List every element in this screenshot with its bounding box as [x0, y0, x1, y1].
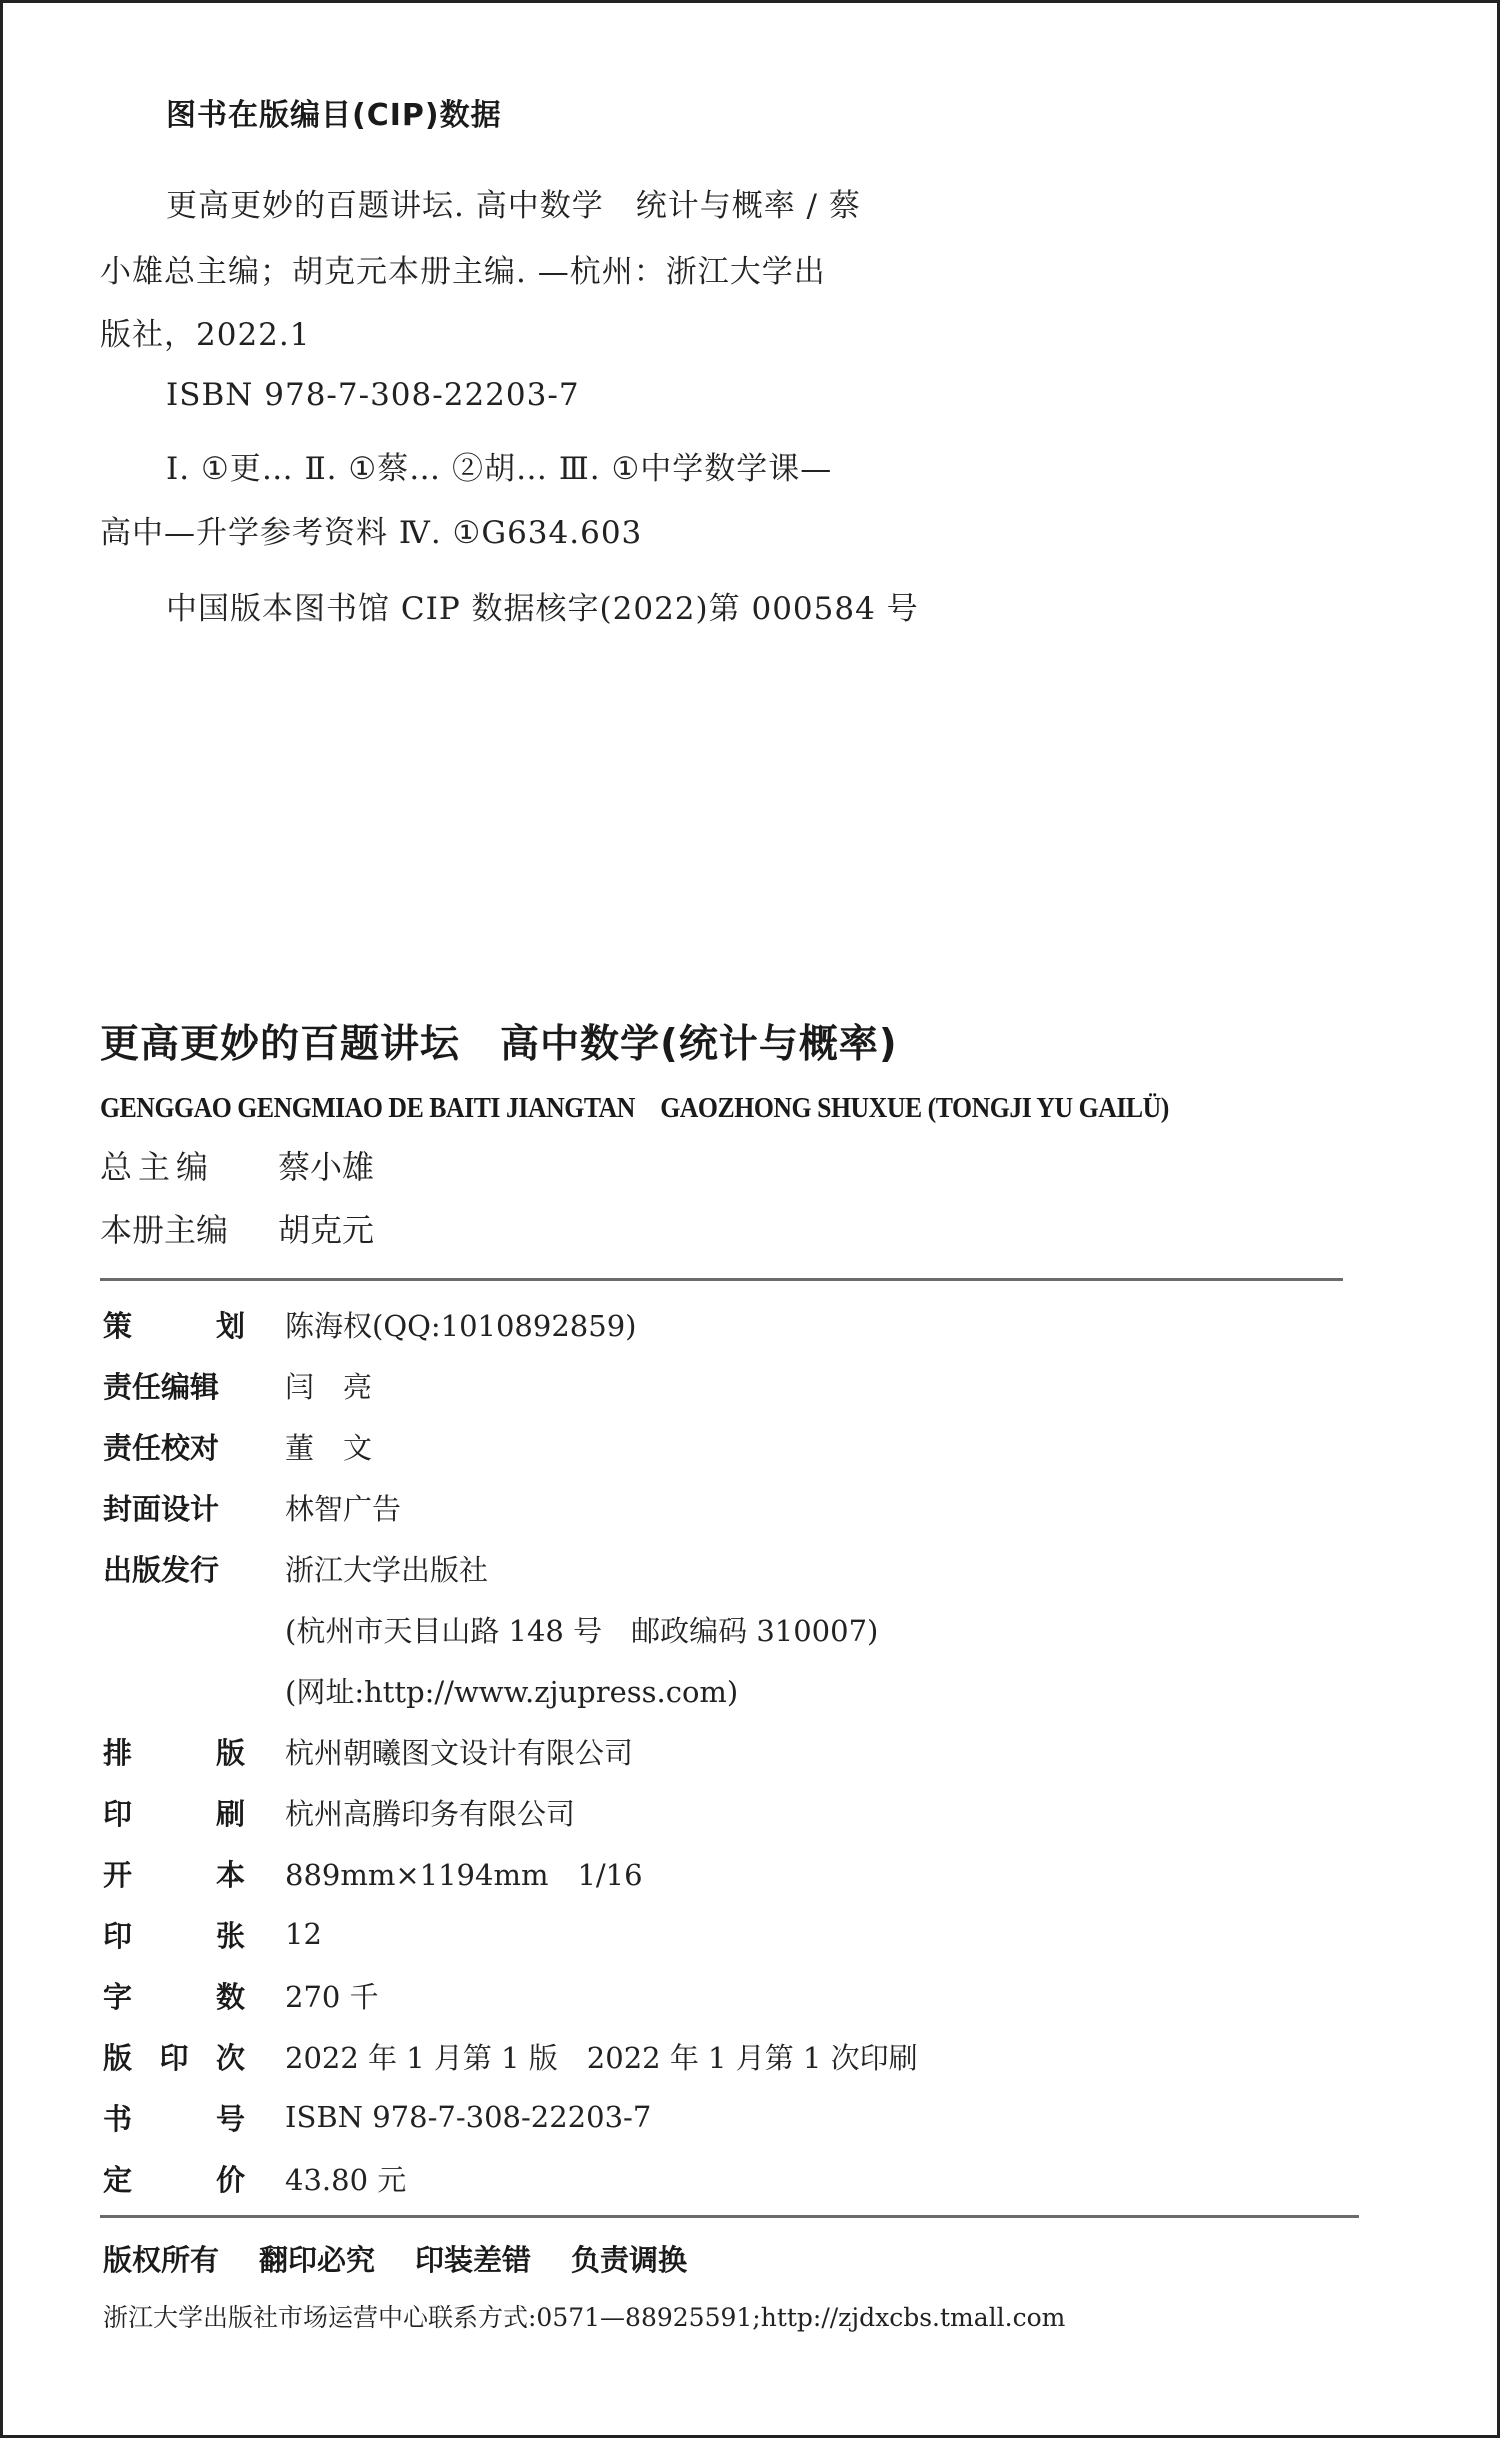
detail-value: 闫 亮	[285, 1369, 373, 1404]
detail-label: 责任编辑	[103, 1369, 220, 1404]
detail-row-typesetting	[103, 1734, 633, 1768]
volume-editor	[100, 1211, 375, 1249]
volume-editor-label: 本册主编	[100, 1211, 229, 1249]
detail-value: 43.80 元	[285, 2162, 407, 2197]
detail-label: 定 价	[103, 2162, 245, 2197]
divider-bottom	[100, 2215, 1359, 2218]
cip-line: 更高更妙的百题讲坛. 高中数学 统计与概率 / 蔡	[166, 188, 861, 224]
cip-isbn: ISBN 978-7-308-22203-7	[166, 377, 580, 413]
detail-label: 印 刷	[103, 1796, 245, 1831]
detail-row-printing	[103, 1795, 575, 1829]
detail-value: 陈海权(QQ:1010892859)	[285, 1308, 637, 1343]
detail-row-publisher-address	[103, 1612, 878, 1646]
detail-label: 开 本	[103, 1857, 245, 1892]
volume-editor-name: 胡克元	[278, 1211, 375, 1249]
divider-top	[100, 1278, 1343, 1281]
detail-value: 2022 年 1 月第 1 版 2022 年 1 月第 1 次印刷	[285, 2040, 918, 2075]
chief-editor-label: 总主编	[100, 1148, 215, 1186]
detail-row-publisher	[103, 1551, 488, 1585]
detail-value: ISBN 978-7-308-22203-7	[285, 2100, 652, 2134]
detail-row-publisher-website	[103, 1673, 738, 1707]
detail-label: 印 张	[103, 1918, 245, 1953]
rights-item: 印装差错	[415, 2243, 532, 2277]
rights-item: 翻印必究	[259, 2243, 376, 2277]
detail-label: 出版发行	[103, 1552, 220, 1587]
detail-row-format	[103, 1856, 643, 1890]
detail-row-word-count	[103, 1978, 379, 2012]
detail-row-cover-design	[103, 1490, 401, 1524]
detail-label: 责任校对	[103, 1430, 220, 1465]
cip-classification: 高中—升学参考资料 Ⅳ. ①G634.603	[100, 515, 643, 551]
publisher-website: (网址:http://www.zjupress.com)	[285, 1674, 739, 1709]
detail-label: 版 印 次	[103, 2040, 245, 2075]
rights-notice	[103, 2243, 727, 2277]
publisher-address: (杭州市天目山路 148 号 邮政编码 310007)	[285, 1613, 879, 1648]
cip-line: 小雄总主编；胡克元本册主编. —杭州：浙江大学出	[100, 254, 826, 290]
detail-label: 字 数	[103, 1979, 245, 2014]
cip-classification: Ⅰ. ①更… Ⅱ. ①蔡… ②胡… Ⅲ. ①中学数学课—	[166, 451, 833, 487]
chief-editor-name: 蔡小雄	[278, 1148, 375, 1186]
marketing-contact: 浙江大学出版社市场运营中心联系方式:0571—88925591;http://zjdxcbs.tmall.com	[103, 2303, 1066, 2332]
detail-value: 董 文	[285, 1430, 373, 1465]
detail-value: 杭州高腾印务有限公司	[285, 1796, 576, 1831]
book-title: 更高更妙的百题讲坛 高中数学(统计与概率)	[100, 1022, 898, 1067]
detail-value: 浙江大学出版社	[285, 1552, 489, 1587]
detail-row-proofreader	[103, 1429, 372, 1463]
chief-editor	[100, 1148, 375, 1186]
cip-record-number: 中国版本图书馆 CIP 数据核字(2022)第 000584 号	[166, 591, 919, 627]
detail-label: 策 划	[103, 1308, 245, 1343]
cip-line: 版社，2022.1	[100, 317, 311, 353]
cip-heading: 图书在版编目(CIP)数据	[166, 98, 502, 133]
detail-row-isbn	[103, 2100, 651, 2134]
book-title-pinyin: GENGGAO GENGMIAO DE BAITI JIANGTAN GAOZHONG SHUXUE (TONGJI YU GAILÜ)	[100, 1093, 1169, 1124]
detail-value: 270 千	[285, 1979, 379, 2014]
rights-item: 负责调换	[571, 2243, 688, 2277]
detail-value: 林智广告	[285, 1491, 402, 1526]
detail-label: 封面设计	[103, 1491, 220, 1526]
detail-label: 书 号	[103, 2101, 245, 2136]
detail-label: 排 版	[103, 1735, 245, 1770]
detail-row-editor-in-charge	[103, 1368, 372, 1402]
detail-value: 杭州朝曦图文设计有限公司	[285, 1735, 634, 1770]
rights-item: 版权所有	[103, 2243, 220, 2277]
detail-value: 12	[285, 1917, 322, 1951]
detail-row-sheets	[103, 1917, 322, 1951]
detail-row-planning	[103, 1307, 636, 1341]
detail-row-price	[103, 2161, 406, 2195]
detail-value: 889mm×1194mm 1/16	[285, 1857, 643, 1892]
detail-row-edition	[103, 2039, 918, 2073]
